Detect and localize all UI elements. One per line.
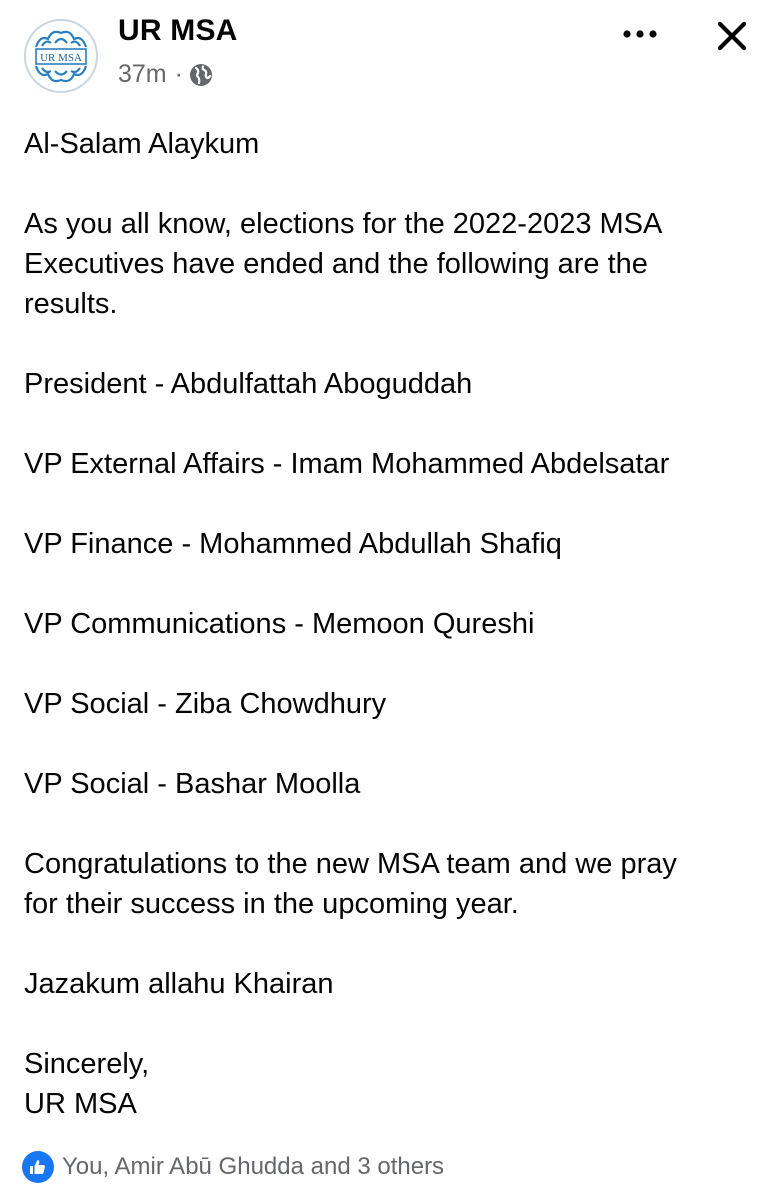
- page-name[interactable]: UR MSA: [118, 14, 238, 47]
- post-header: [0, 0, 771, 110]
- close-icon: [716, 20, 748, 52]
- post-paragraph-vp-finance: VP Finance - Mohammed Abdullah Shafiq: [24, 528, 562, 560]
- post-body: [24, 124, 754, 1124]
- post-paragraph-greeting: Al-Salam Alaykum: [24, 128, 260, 160]
- meta-separator: ·: [174, 60, 183, 88]
- post-paragraph-intro: As you all know, elections for the 2022-2023 MSA Executives have ended and the following are the results.: [24, 208, 663, 320]
- post-paragraph-thanks: Jazakum allahu Khairan: [24, 968, 334, 1000]
- post-meta: [118, 60, 213, 89]
- more-options-button[interactable]: [616, 22, 664, 46]
- post-paragraph-vp-external: VP External Affairs - Imam Mohammed Abdelsatar: [24, 448, 670, 480]
- post-paragraph-congratulations: Congratulations to the new MSA team and we pray for their success in the upcoming year.: [24, 848, 677, 920]
- page-avatar[interactable]: [24, 19, 98, 93]
- globe-icon: [189, 63, 213, 87]
- msa-logo-icon: [26, 21, 96, 91]
- close-button[interactable]: [708, 12, 756, 60]
- post-paragraph-vp-communications: VP Communications - Memoon Qureshi: [24, 608, 535, 640]
- post-paragraph-signature: Sincerely, UR MSA: [24, 1048, 150, 1120]
- reactions-text: You, Amir Abū Ghudda and 3 others: [62, 1153, 445, 1180]
- avatar-text: UR MSA: [40, 52, 82, 64]
- like-icon: [22, 1151, 54, 1183]
- post-paragraph-president: President - Abdulfattah Aboguddah: [24, 368, 473, 400]
- post-time[interactable]: 37m: [118, 60, 167, 88]
- post-paragraph-vp-social-1: VP Social - Ziba Chowdhury: [24, 688, 387, 720]
- reactions-summary[interactable]: [22, 1149, 444, 1185]
- post-paragraph-vp-social-2: VP Social - Bashar Moolla: [24, 768, 361, 800]
- ellipsis-icon: [622, 29, 658, 39]
